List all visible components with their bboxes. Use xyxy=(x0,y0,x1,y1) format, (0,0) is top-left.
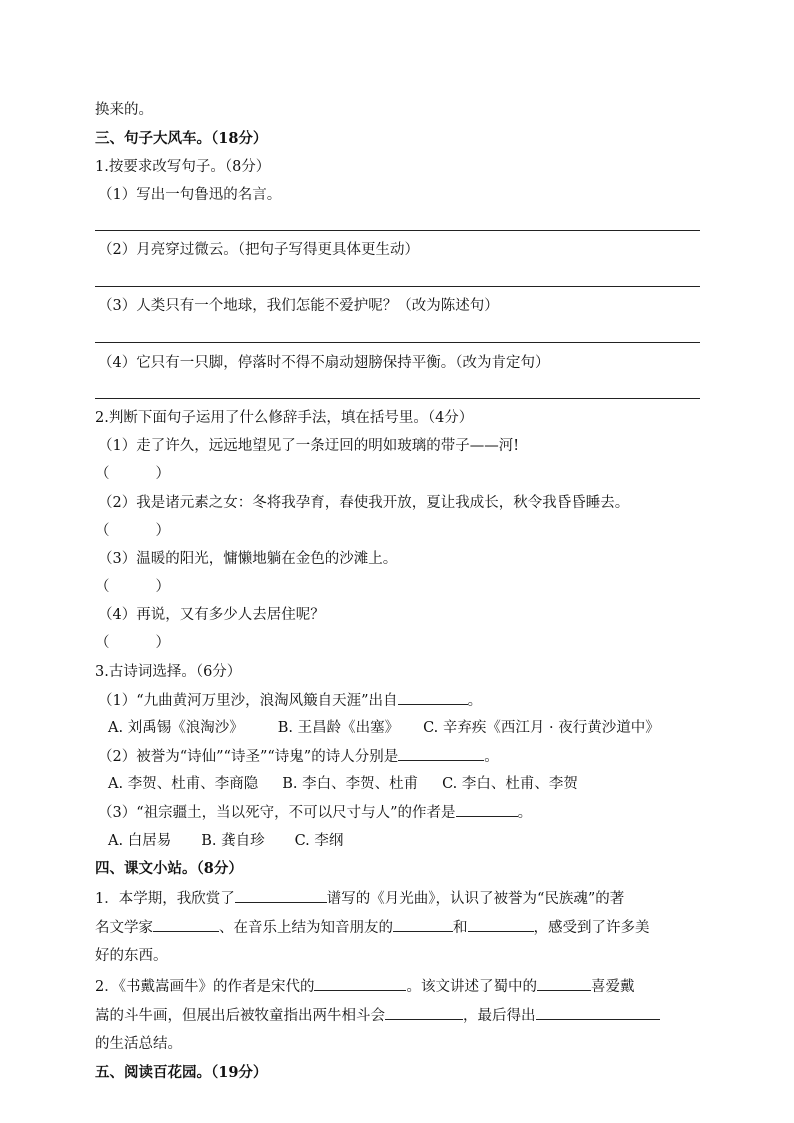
bracket-close: ） xyxy=(155,466,170,482)
fill-blank[interactable] xyxy=(537,976,591,991)
period: 。 xyxy=(517,805,533,821)
text: 。该文讲述了蜀中的 xyxy=(406,979,537,995)
option-c[interactable]: C. 李白、杜甫、李贺 xyxy=(442,776,578,792)
option-b[interactable]: B. 李白、李贺、杜甫 xyxy=(282,776,419,792)
s4-q1-line-1 xyxy=(95,888,624,909)
fill-blank[interactable] xyxy=(456,802,518,817)
fill-blank[interactable] xyxy=(398,746,484,761)
option-c[interactable]: C. 李纲 xyxy=(294,833,344,849)
option-a[interactable]: A. 李贺、杜甫、李商隐 xyxy=(108,776,259,792)
q3-options-1 xyxy=(108,718,660,738)
text: 1．本学期，我欣赏了 xyxy=(95,891,235,907)
text: 名文学家 xyxy=(95,920,153,936)
fill-blank[interactable] xyxy=(385,1005,463,1020)
bracket-open: （ xyxy=(95,523,110,539)
fill-blank[interactable] xyxy=(314,976,406,991)
q3-item-2 xyxy=(98,746,499,767)
q3-item-1 xyxy=(98,690,482,711)
text: 喜爱戴 xyxy=(590,979,635,995)
q3-options-2 xyxy=(108,774,578,794)
answer-line-1[interactable] xyxy=(95,230,700,231)
fill-blank[interactable] xyxy=(393,917,453,932)
q1-title: 1.按要求改写句子。（8分） xyxy=(95,159,271,175)
section4-title: 四、课文小站。（8分） xyxy=(95,860,243,877)
answer-line-3[interactable] xyxy=(95,342,700,343)
text: 嵩的斗牛画，但展出后被牧童指出两牛相斗会 xyxy=(95,1008,385,1024)
q1-item-2: （2）月亮穿过微云。（把句子写得更具体更生动） xyxy=(98,242,419,258)
section3-title: 三、句子大风车。（18分） xyxy=(95,130,268,147)
s4-q2-line-2 xyxy=(95,1005,660,1026)
q2-bracket-4[interactable] xyxy=(95,633,170,653)
q1-item-4: （4）它只有一只脚，停落时不得不扇动翅膀保持平衡。（改为肯定句） xyxy=(98,355,550,371)
q1-item-3: （3）人类只有一个地球，我们怎能不爱护呢？（改为陈述句） xyxy=(98,298,499,314)
q3-stem-1: （1）“九曲黄河万里沙，浪淘风簸自天涯”出自 xyxy=(98,693,398,709)
q2-bracket-3[interactable] xyxy=(95,577,170,597)
option-b[interactable]: B. 龚自珍 xyxy=(201,833,265,849)
text: ，最后得出 xyxy=(463,1008,536,1024)
text: 谱写的《月光曲》，认识了被誉为“民族魂”的著 xyxy=(326,891,625,907)
bracket-open: （ xyxy=(95,635,110,651)
option-a[interactable]: A. 刘禹锡《浪淘沙》 xyxy=(108,720,244,736)
q2-item-3: （3）温暖的阳光，慵懒地躺在金色的沙滩上。 xyxy=(98,551,398,567)
bracket-close: ） xyxy=(155,579,170,595)
bracket-close: ） xyxy=(155,635,170,651)
fill-blank[interactable] xyxy=(536,1005,660,1020)
q3-item-3 xyxy=(98,802,532,823)
fill-blank[interactable] xyxy=(398,690,468,705)
option-a[interactable]: A. 白居易 xyxy=(108,833,172,849)
period: 。 xyxy=(467,693,483,709)
section5-title: 五、阅读百花园。（19分） xyxy=(95,1064,268,1081)
fill-blank[interactable] xyxy=(153,917,219,932)
text: ，感受到了许多美 xyxy=(533,920,650,936)
fill-blank[interactable] xyxy=(468,917,534,932)
q3-options-3 xyxy=(108,831,343,851)
s4-q1-line-2 xyxy=(95,917,650,938)
bracket-open: （ xyxy=(95,466,110,482)
q2-bracket-1[interactable] xyxy=(95,464,170,484)
bracket-close: ） xyxy=(155,523,170,539)
s4-q1-line-3: 好的东西。 xyxy=(95,948,168,964)
answer-line-2[interactable] xyxy=(95,286,700,287)
q2-item-4: （4）再说，又有多少人去居住呢？ xyxy=(98,607,325,623)
option-b[interactable]: B. 王昌龄《出塞》 xyxy=(277,720,400,736)
s4-q2-line-3: 的生活总结。 xyxy=(95,1036,182,1052)
q3-stem-2: （2）被誉为“诗仙”“诗圣”“诗鬼”的诗人分别是 xyxy=(98,749,399,765)
text: 2．《书戴嵩画牛》的作者是宋代的 xyxy=(95,979,315,995)
continuation-line: 换来的。 xyxy=(95,102,153,118)
answer-line-4[interactable] xyxy=(95,398,700,399)
bracket-open: （ xyxy=(95,579,110,595)
q2-title: 2.判断下面句子运用了什么修辞手法，填在括号里。（4分） xyxy=(95,410,474,426)
q1-item-1: （1）写出一句鲁迅的名言。 xyxy=(98,187,282,203)
text: 和 xyxy=(453,920,468,936)
q3-stem-3: （3）“祖宗疆土，当以死守，不可以尺寸与人”的作者是 xyxy=(98,805,456,821)
option-c[interactable]: C. 辛弃疾《西江月 · 夜行黄沙道中》 xyxy=(423,720,660,736)
s4-q2-line-1 xyxy=(95,976,634,997)
q2-item-1: （1）走了许久，远远地望见了一条迂回的明如玻璃的带子——河! xyxy=(98,438,520,454)
q2-bracket-2[interactable] xyxy=(95,521,170,541)
q2-item-2: （2）我是诸元素之女：冬将我孕育，春使我开放，夏让我成长，秋令我昏昏睡去。 xyxy=(98,495,630,511)
period: 。 xyxy=(484,749,499,765)
q3-title: 3.古诗词选择。（6分） xyxy=(95,664,242,680)
fill-blank[interactable] xyxy=(235,888,327,903)
text: 、在音乐上结为知音朋友的 xyxy=(219,920,393,936)
